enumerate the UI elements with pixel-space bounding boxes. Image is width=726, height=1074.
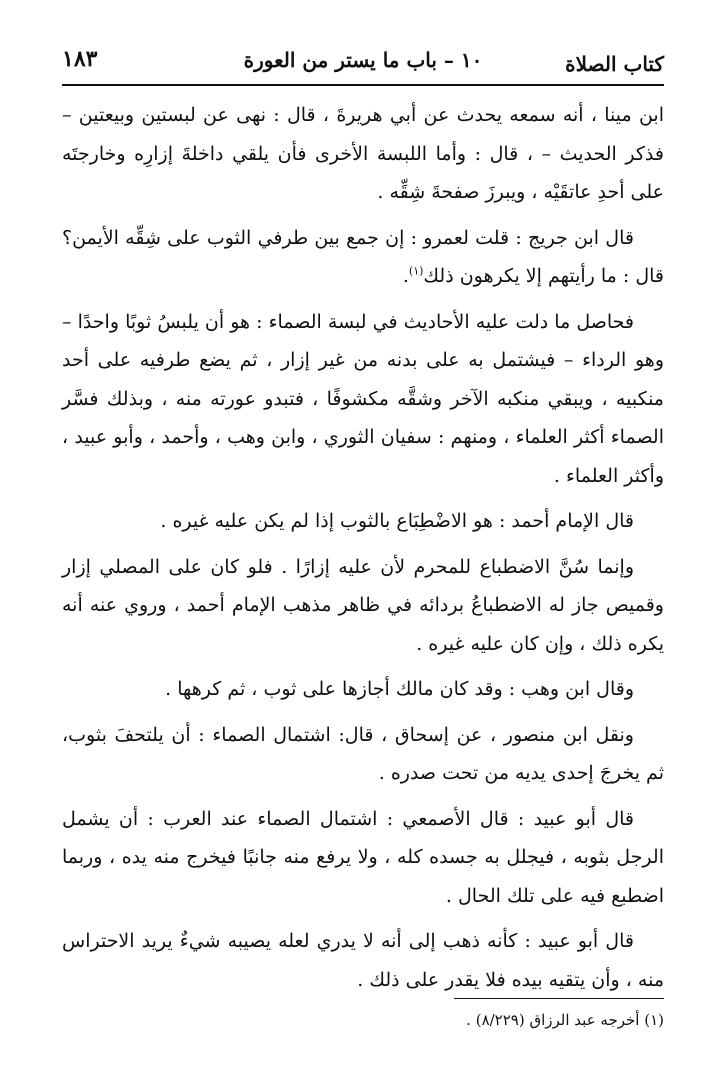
paragraph-5: وإنما سُنَّ الاضطباع للمحرم لأن عليه إزارًا . فلو كان على المصلي إزار وقميص جاز له الاضطباعُ بردائه في ظاهر مذهب الإمام أحمد ، وروي عنه أنه يكره ذلك ، وإن كان عليه غيره . (62, 555, 664, 655)
page-number: ١٨٣ (62, 46, 98, 72)
paragraph-2-tail: . (402, 265, 409, 287)
book-title: كتاب الصلاة (565, 52, 664, 76)
chapter-title: ١٠ – باب ما يستر من العورة (243, 48, 483, 72)
paragraph-8: قال أبو عبيد : قال الأصمعي : اشتمال الصماء عند العرب : أن يشمل الرجل بثوبه ، فيجلل به جسده كله ، ولا يرفع منه جانبًا فيخرج منه يده ، وربما اضطبع فيه على تلك الحال . (62, 807, 664, 907)
paragraph-3: فحاصل ما دلت عليه الأحاديث في لبسة الصماء : هو أن يلبسُ ثوبًا واحدًا – وهو الرداء – فيشتمل به على بدنه من غير إزار ، ثم يضع طرفيه على أحد منكبيه ، ويبقي منكبه الآخر وشقَّه مكشوفًا ، فتبدو عورته منه ، وبذلك فسَّر الصماء أكثر العلماء ، ومنهم : سفيان الثوري ، وابن وهب ، وأحمد ، وأبو عبيد ، وأكثر العلماء . (62, 310, 664, 487)
paragraph-2-text: قال ابن جريج : قلت لعمرو : إن جمع بين طرفي الثوب على شِقِّه الأيمن؟ قال : ما رأيتهم إلا يكرهون ذلك (62, 226, 664, 287)
page-body (62, 96, 664, 999)
paragraph-2 (62, 219, 664, 296)
footnote-reference: (١) (408, 264, 424, 278)
paragraph-6: وقال ابن وهب : وقد كان مالك أجازها على ثوب ، ثم كرهها . (165, 678, 634, 700)
footnote-divider (454, 998, 664, 999)
page-header (62, 44, 664, 86)
paragraph-9: قال أبو عبيد : كأنه ذهب إلى أنه لا يدري لعله يصيبه شيءٌ يريد الاحتراس منه ، وأن يتقيه بيده فلا يقدر على ذلك . (62, 930, 664, 991)
paragraph-4: قال الإمام أحمد : هو الاضْطِبَاع بالثوب إذا لم يكن عليه غيره . (160, 510, 634, 532)
paragraph-1: ابن مينا ، أنه سمعه يحدث عن أبي هريرةَ ، قال : نهى عن لبستين وبيعتين – فذكر الحديث – ، قال : وأما اللبسة الأخرى فأن يلقي داخلةَ إزارِه وخارجتَه على أحدِ عاتقَيْه ، ويبرزَ صفحةَ شِقِّه . (62, 104, 664, 203)
paragraph-7: ونقل ابن منصور ، عن إسحاق ، قال: اشتمال الصماء : أن يلتحفَ بثوب، ثم يخرجَ إحدى يديه من تحت صدره . (62, 723, 664, 784)
footnote: (١) أخرجه عبد الرزاق (٨/٢٢٩) . (466, 1011, 664, 1029)
